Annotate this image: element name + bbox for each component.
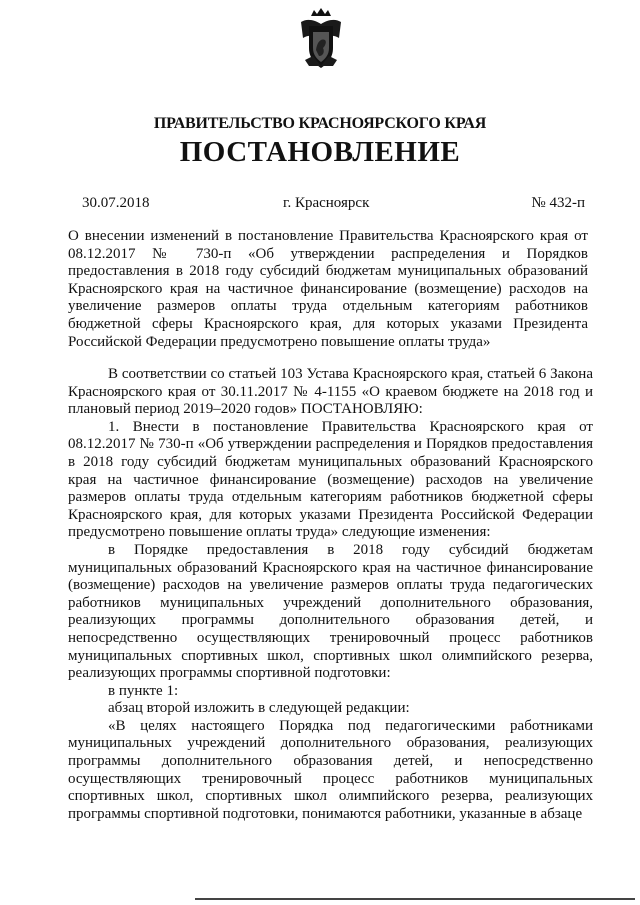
paragraph-instruction: абзац второй изложить в следующей редакции:	[108, 700, 410, 717]
paragraph-procedure: в Порядке предоставления в 2018 году субсидий бюджетам муниципальных образований Красноярского края на частичное финансирование (возмещение) расходов на увеличение размеров оплаты труда педагогических работников муниципальных учреждений дополнительного образования, реализующих программы дополнительного образования детей, и непосредственно осуществляющих тренировочный процесс работников муниципальных спортивных школ, спортивных школ олимпийского резерва, реализующих программы спортивной подготовки:	[68, 541, 593, 682]
document-body	[68, 366, 593, 823]
document-city: г. Красноярск	[283, 195, 370, 211]
paragraph-new-text: «В целях настоящего Порядка под педагогическими работниками муниципальных учреждений дополнительного образования, реализующих программы дополнительного образования детей, и непосредственно осуществляющих тренировочный процесс работников муниципальных спортивных школ, спортивных школ олимпийского резерва, реализующих программы спортивной подготовки, понимаются работники, указанные в абзаце	[68, 717, 593, 822]
document-date: 30.07.2018	[82, 195, 150, 211]
document-number: № 432-п	[531, 195, 585, 211]
document-type: ПОСТАНОВЛЕНИЕ	[179, 136, 461, 168]
organization-name: ПРАВИТЕЛЬСТВО КРАСНОЯРСКОГО КРАЯ	[153, 115, 487, 132]
paragraph-preamble: В соответствии со статьей 103 Устава Красноярского края, статьей 6 Закона Красноярского края от 30.11.2017 № 4-1155 «О краевом бюджете на 2018 год и плановый период 2019–2020 годов» ПОСТАНОВЛЯЮ:	[68, 366, 593, 418]
paragraph-clause-1: в пункте 1:	[108, 682, 179, 699]
document-title: О внесении изменений в постановление Правительства Красноярского края от 08.12.2017 № 730-п «Об утверждении распределения и Порядков предоставления в 2018 году субсидий бюджетам муниципальных образований Красноярского края на частичное финансирование (возмещение) расходов на увеличение размеров оплаты труда отдельным категориям работников бюджетной сферы Красноярского края, для которых указами Президента Российской Федерации предусмотрено повышение оплаты труда»	[68, 228, 588, 350]
coat-of-arms-icon	[297, 8, 345, 70]
paragraph-item-1: 1. Внести в постановление Правительства Красноярского края от 08.12.2017 № 730-п «Об утверждении распределения и Порядков предоставления в 2018 году субсидий бюджетам муниципальных образований Красноярского края на частичное финансирование (возмещение) расходов на увеличение размеров оплаты труда отдельным категориям работников бюджетной сферы Красноярского края, для которых указами Президента Российской Федерации предусмотрено повышение оплаты труда» следующие изменения:	[68, 418, 593, 541]
scan-edge-line	[195, 898, 635, 900]
